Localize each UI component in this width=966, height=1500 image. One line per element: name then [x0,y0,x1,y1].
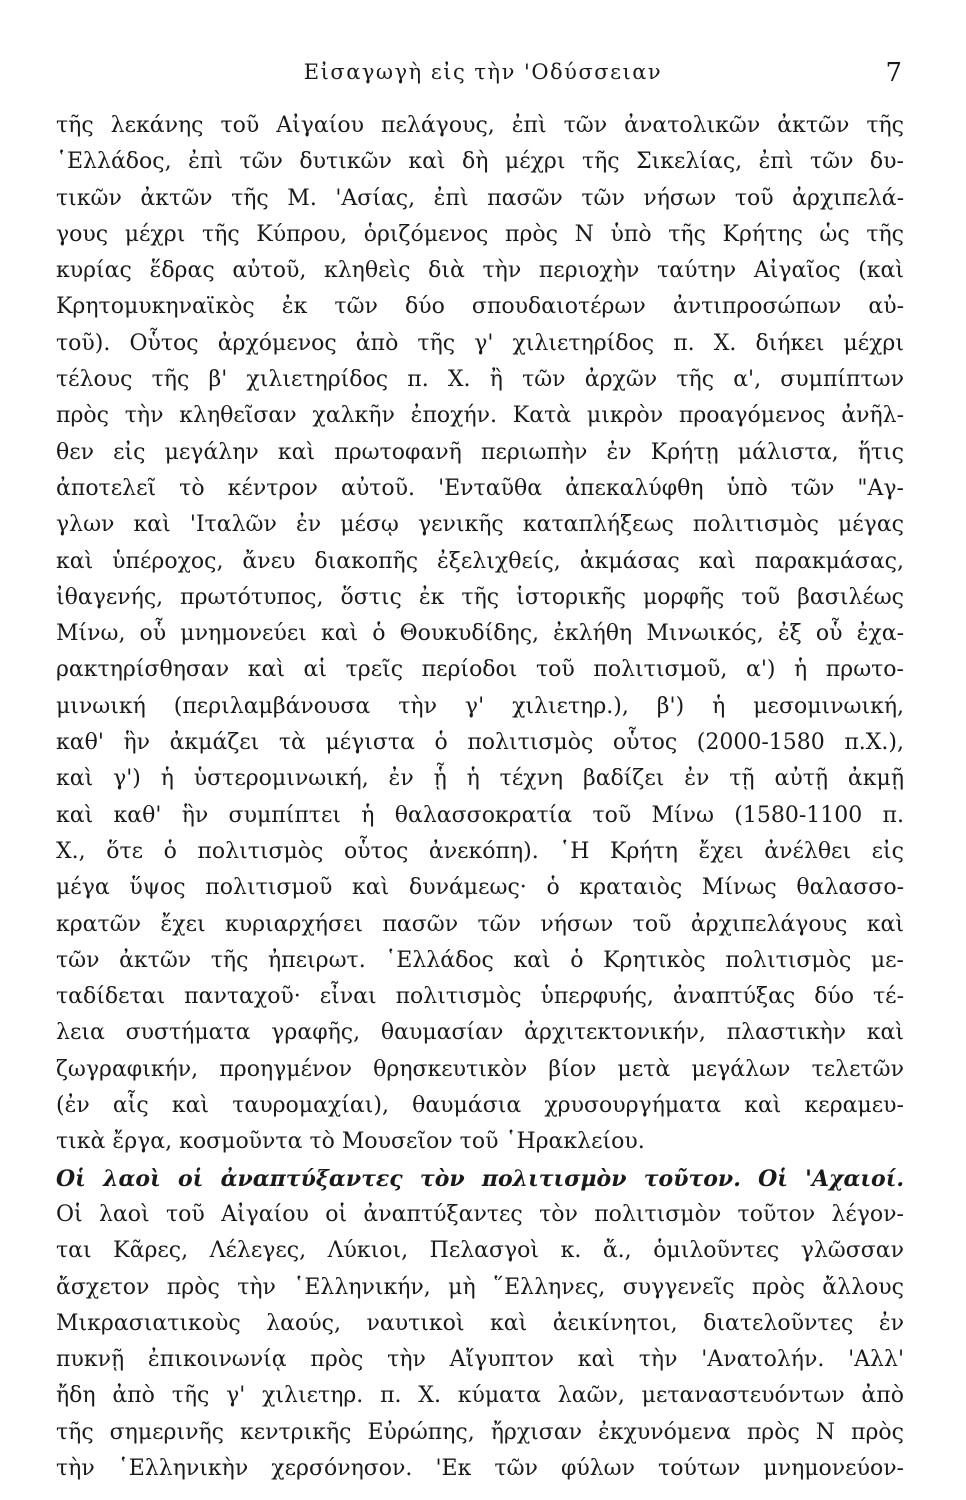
text-line: καὶ γ') ἡ ὑστερομινωική, ἐν ᾗ ἡ τέχνη βαδίζει ἐν τῇ αὐτῇ ἀκμῇ [56,766,904,792]
text-line: τέλους τῆς β' χιλιετηρίδος π. Χ. ἢ τῶν ἀρχῶν τῆς α', συμπίπτων [56,367,904,393]
page-header [60,60,906,100]
text-line: Μικρασιατικοὺς λαούς, ναυτικοὶ καὶ ἀεικίνητοι, διατελοῦντες ἐν [56,1310,904,1336]
text-line: λεια συστήματα γραφῆς, θαυμασίαν ἀρχιτεκτονικήν, πλαστικὴν καὶ [56,1020,904,1046]
text-line: ῾Ελλάδος, ἐπὶ τῶν δυτικῶν καὶ δὴ μέχρι τῆς Σικελίας, ἐπὶ τῶν δυ- [56,149,904,175]
text-line: θεν εἰς μεγάλην καὶ πρωτοφανῆ περιωπὴν ἐν Κρήτῃ μάλιστα, ἥτις [56,439,904,465]
text-line: τικῶν ἀκτῶν τῆς Μ. 'Ασίας, ἐπὶ πασῶν τῶν νήσων τοῦ ἀρχιπελά- [56,185,904,211]
text-line: ταδίδεται πανταχοῦ· εἶναι πολιτισμὸς ὑπερφυής, ἀναπτύξας δύο τέ- [56,984,904,1010]
text-line: γλων καὶ 'Ιταλῶν ἐν μέσῳ γενικῆς καταπλήξεως πολιτισμὸς μέγας [56,512,904,538]
text-line: ἤδη ἀπὸ τῆς γ' χιλιετηρ. π. Χ. κύματα λαῶν, μεταναστευόντων ἀπὸ [56,1383,904,1409]
text-line: πρὸς τὴν κληθεῖσαν χαλκῆν ἐποχήν. Κατὰ μικρὸν προαγόμενος ἀνῆλ- [56,403,904,429]
text-line: τῶν ἀκτῶν τῆς ἠπειρωτ. ῾Ελλάδος καὶ ὁ Κρητικὸς πολιτισμὸς με- [56,947,904,973]
text-line: τοῦ). Οὗτος ἀρχόμενος ἀπὸ τῆς γ' χιλιετηρίδος π. Χ. διήκει μέχρι [56,330,904,356]
text-line: καὶ καθ' ἣν συμπίπτει ἡ θαλασσοκρατία τοῦ Μίνω (1580-1100 π. [56,802,904,828]
text-line: ρακτηρίσθησαν καὶ αἱ τρεῖς περίοδοι τοῦ πολιτισμοῦ, α') ἡ πρωτο- [56,657,904,683]
text-line: τὴν ῾Ελληνικὴν χερσόνησον. 'Εκ τῶν φύλων τούτων μνημονεύον- [56,1455,904,1481]
text-line: ἰθαγενής, πρωτότυπος, ὅστις ἐκ τῆς ἱστορικῆς μορφῆς τοῦ βασιλέως [56,584,904,610]
text-line: ἄσχετον πρὸς τὴν ῾Ελληνικήν, μὴ ῞Ελληνες, συγγενεῖς πρὸς ἄλλους [56,1274,904,1300]
section-heading: Οἱ λαοὶ οἱ ἀναπτύξαντες τὸν πολιτισμὸν τοῦτον. Οἱ 'Αχαιοί. [56,1165,904,1192]
text-line: Χ., ὅτε ὁ πολιτισμὸς οὗτος ἀνεκόπη). ῾Η Κρήτη ἔχει ἀνέλθει εἰς [56,838,904,864]
text-line: Κρητομυκηναϊκὸς ἐκ τῶν δύο σπουδαιοτέρων ἀντιπροσώπων αὐ- [56,294,904,320]
text-line: Μίνω, οὗ μνημονεύει καὶ ὁ Θουκυδίδης, ἐκλήθη Μινωικός, ἐξ οὗ ἐχα- [56,621,904,647]
text-line: ἀποτελεῖ τὸ κέντρον αὐτοῦ. 'Ενταῦθα ἀπεκαλύφθη ὑπὸ τῶν "Αγ- [56,475,904,501]
text-line: ζωγραφικήν, προηγμένον θρησκευτικὸν βίον μετὰ μεγάλων τελετῶν [56,1056,904,1082]
text-line: μινωική (περιλαμβάνουσα τὴν γ' χιλιετηρ.), β') ἡ μεσομινωική, [56,693,904,719]
text-line: κρατῶν ἔχει κυριαρχήσει πασῶν τῶν νήσων τοῦ ἀρχιπελάγους καὶ [56,911,904,937]
text-line: μέγα ὕψος πολιτισμοῦ καὶ δυνάμεως· ὁ κραταιὸς Μίνως θαλασσο- [56,875,904,901]
text-line: γους μέχρι τῆς Κύπρου, ὁριζόμενος πρὸς Ν ὑπὸ τῆς Κρήτης ὡς τῆς [56,221,904,247]
text-line: τῆς λεκάνης τοῦ Αἰγαίου πελάγους, ἐπὶ τῶν ἀνατολικῶν ἀκτῶν τῆς [56,113,904,138]
text-line: κυρίας ἕδρας αὐτοῦ, κληθεὶς διὰ τὴν περιοχὴν ταύτην Αἰγαῖος (καὶ [56,258,904,284]
text-line: τῆς σημερινῆς κεντρικῆς Εὐρώπης, ἤρχισαν ἐκχυνόμενα πρὸς Ν πρὸς [56,1419,904,1445]
text-line: (ἐν αἷς καὶ ταυρομαχίαι), θαυμάσια χρυσουργήματα καὶ κεραμευ- [56,1093,904,1119]
running-title: Εἰσαγωγὴ εἰς τὴν 'Οδύσσειαν [303,60,663,84]
text-line: καθ' ἣν ἀκμάζει τὰ μέγιστα ὁ πολιτισμὸς οὗτος (2000-1580 π.Χ.), [56,730,904,756]
text-line: ται Κᾶρες, Λέλεγες, Λύκιοι, Πελασγοὶ κ. ἄ., ὁμιλοῦντες γλῶσσαν [56,1238,904,1264]
text-line: καὶ ὑπέροχος, ἄνευ διακοπῆς ἐξελιχθείς, ἀκμάσας καὶ παρακμάσας, [56,548,904,574]
text-line: πυκνῇ ἐπικοινωνίᾳ πρὸς τὴν Αἴγυπτον καὶ τὴν 'Ανατολήν. 'Αλλ' [56,1347,904,1373]
text-line: Οἱ λαοὶ τοῦ Αἰγαίου οἱ ἀναπτύξαντες τὸν πολιτισμὸν τοῦτον λέγον- [56,1201,904,1227]
body-text [56,108,904,1487]
page-number: 7 [885,58,902,88]
text-line: τικὰ ἔργα, κοσμοῦντα τὸ Μουσεῖον τοῦ ῾Ηρακλείου. [56,1129,645,1155]
